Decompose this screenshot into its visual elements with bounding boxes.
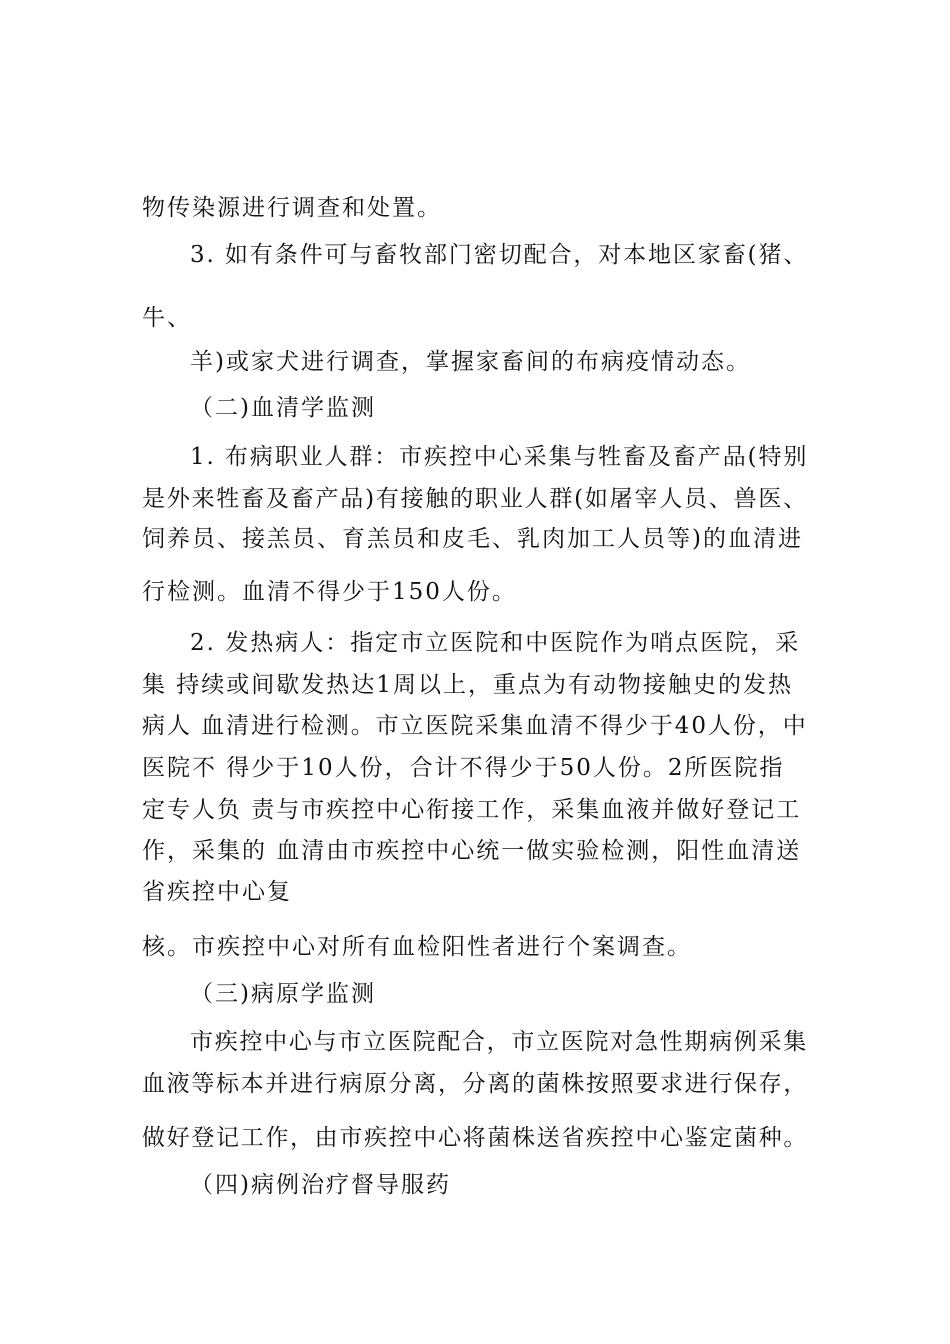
paragraph-line: 血液等标本并进行病原分离，分离的菌株按照要求进行保存， [142, 1071, 808, 1097]
paragraph-line: 核。市疾控中心对所有血检阳性者进行个案调查。 [142, 934, 692, 960]
paragraph-line: 定专人负 责与市疾控中心衔接工作，采集血液并做好登记工 [142, 797, 802, 823]
paragraph-line: 集 持续或间歇发热达1周以上，重点为有动物接触史的发热 [142, 672, 793, 698]
section-heading: （三)病原学监测 [190, 981, 376, 1007]
list-item-line: 3. 如有条件可与畜牧部门密切配合，对本地区家畜(猪、 [190, 242, 809, 268]
paragraph-line: 饲养员、接羔员、育羔员和皮毛、乳肉加工人员等)的血清进 [142, 526, 803, 552]
list-item-line: 2. 发热病人：指定市立医院和中医院作为哨点医院，采 [190, 630, 801, 656]
paragraph-line: 市疾控中心与市立医院配合，市立医院对急性期病例采集 [190, 1029, 808, 1055]
section-heading: （四)病例治疗督导服药 [190, 1172, 451, 1198]
paragraph-line: 医院不 得少于10人份，合计不得少于50人份。2所医院指 [142, 755, 785, 781]
list-item-line: 1. 布病职业人群：市疾控中心采集与牲畜及畜产品(特别 [190, 444, 809, 470]
paragraph-line: 是外来牲畜及畜产品)有接触的职业人群(如屠宰人员、兽医、 [142, 486, 808, 512]
paragraph-line: 行检测。血清不得少于150人份。 [142, 579, 517, 605]
paragraph-line: 病人 血清进行检测。市立医院采集血清不得少于40人份，中 [142, 713, 808, 739]
paragraph-line: 物传染源进行调查和处置。 [142, 195, 442, 221]
section-heading: （二)血清学监测 [190, 395, 376, 421]
paragraph-line: 作，采集的 血清由市疾控中心统一做实验检测，阳性血清送 [142, 838, 802, 864]
paragraph-line: 牛、 [142, 305, 192, 331]
paragraph-line: 羊)或家犬进行调查，掌握家畜间的布病疫情动态。 [190, 349, 751, 375]
paragraph-line: 省疾控中心复 [142, 879, 292, 905]
paragraph-line: 做好登记工作，由市疾控中心将菌株送省疾控中心鉴定菌种。 [142, 1125, 808, 1151]
